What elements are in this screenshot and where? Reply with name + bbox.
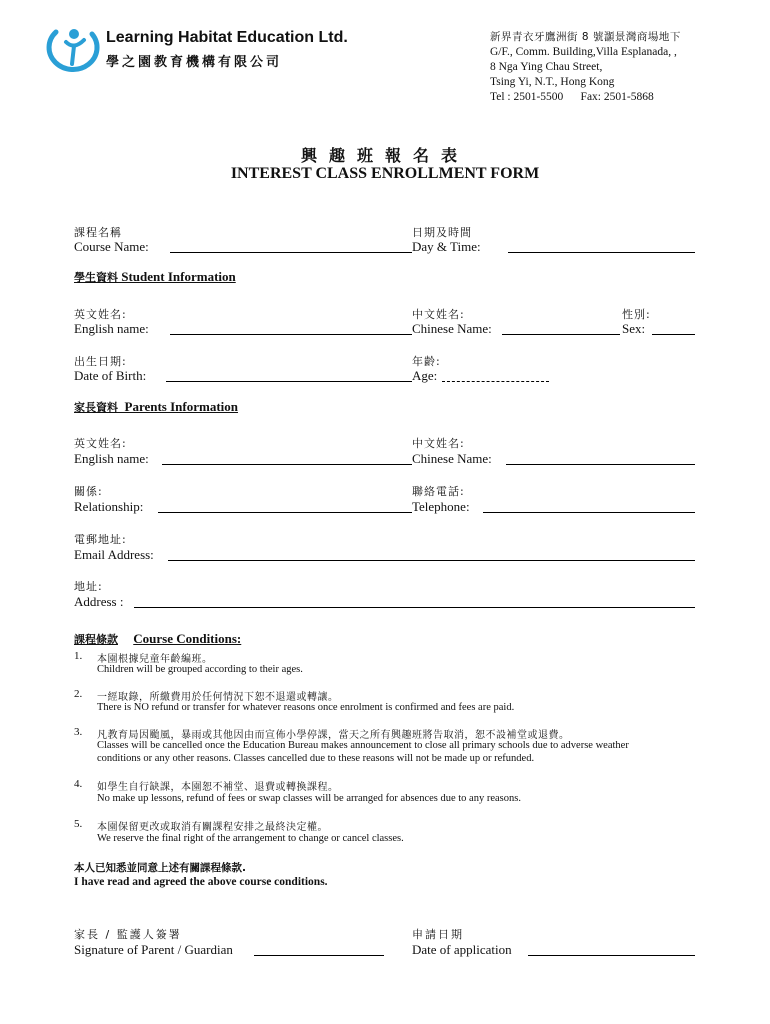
address-label-zh: 地址: [74,580,103,593]
relationship-label: Relationship: [74,499,144,514]
age-label-zh: 年齡: [412,355,441,368]
form-title-english: INTEREST CLASS ENROLLMENT FORM [230,165,540,182]
agreement-text-en: I have read and agreed the above course conditions. [74,876,328,888]
parent-english-name-field[interactable] [162,464,412,465]
telephone-label-zh: 聯絡電話: [412,485,465,498]
condition-text-zh: 本園根據兒童年齡編班。 [97,654,213,665]
sex-field[interactable] [652,334,695,335]
student-heading-zh: 學生資料 [74,271,118,284]
condition-text-en: conditions or any other reasons. Classes cancelled due to these reasons will not be made up or refunded. [97,753,535,764]
condition-text-zh: 凡教育局因颱風，暴雨或其他因由而宣佈小學停課，當天之所有興趣班將告取消，恕不設補堂或退費。 [97,730,570,741]
signature-label-zh: 家長 / 監護人簽署 [74,928,182,941]
address-label: Address : [74,594,124,609]
condition-number: 2. [74,688,83,700]
telephone-label: Telephone: [412,499,470,514]
address-block [490,30,681,105]
condition-text-en: Classes will be cancelled once the Education Bureau makes announcement to close all primary schools due to adverse weather [97,740,629,751]
condition-text-zh: 如學生自行缺課，本園恕不補堂、退費或轉換課程。 [97,782,339,793]
parent-chi-name-label: Chinese Name: [412,451,492,466]
address-field[interactable] [134,607,695,608]
relationship-field[interactable] [158,512,412,513]
address-line: 新界青衣牙鷹洲街 8 號灝景灣商場地下 [490,31,681,43]
signature-label: Signature of Parent / Guardian [74,942,233,957]
application-date-label: Date of application [412,942,512,957]
school-logo-icon [44,24,102,76]
address-line: G/F., Comm. Building,Villa Esplanada, , [490,46,677,58]
condition-number: 3. [74,726,83,738]
parents-heading-en: Parents Information [118,399,239,414]
condition-text-zh: 本園保留更改或取消有關課程安排之最終決定權。 [97,822,328,833]
condition-text-en: We reserve the final right of the arrangement to change or cancel classes. [97,833,404,844]
agreement-text-zh: 本人已知悉並同意上述有關課程條款. [74,862,246,874]
condition-text-en: Children will be grouped according to their ages. [97,664,303,675]
condition-text-en: There is NO refund or transfer for whatever reasons once enrolment is confirmed and fees are paid. [97,702,515,713]
condition-number: 1. [74,650,83,662]
condition-text-zh: 一經取錄，所繳費用於任何情況下恕不退還或轉讓。 [97,692,339,703]
conditions-heading-en: Course Conditions: [133,631,242,646]
form-title-chinese: 興趣班報名表 [300,146,469,165]
dob-label: Date of Birth: [74,368,147,383]
course-name-field[interactable] [170,252,412,253]
parents-heading-zh: 家長資料 [74,401,118,414]
student-eng-name-label: English name: [74,321,149,336]
student-heading-en: Student Information [118,269,236,284]
condition-number: 5. [74,818,83,830]
date-of-birth-field[interactable] [166,381,412,382]
relationship-label-zh: 關係: [74,485,103,498]
conditions-heading [74,631,241,647]
student-english-name-field[interactable] [170,334,412,335]
address-line: 8 Nga Ying Chau Street, [490,61,603,73]
email-field[interactable] [168,560,695,561]
student-chi-name-label-zh: 中文姓名: [412,308,465,321]
student-eng-name-label-zh: 英文姓名: [74,308,127,321]
date-time-label-zh: 日期及時間 [412,226,472,239]
conditions-heading-zh: 課程條款 [74,633,118,646]
logo-chinese: 學之園教育機構有限公司 [106,55,283,70]
telephone-field[interactable] [483,512,695,513]
email-label: Email Address: [74,547,154,562]
logo-english: Learning Habitat Education Ltd. [106,29,348,46]
parent-chi-name-label-zh: 中文姓名: [412,437,465,450]
application-date-label-zh: 申請日期 [412,928,464,941]
condition-number: 4. [74,778,83,790]
date-time-field[interactable] [508,252,695,253]
sex-label: Sex: [622,321,646,336]
student-chi-name-label: Chinese Name: [412,321,492,336]
email-label-zh: 電郵地址: [74,533,127,546]
application-date-field[interactable] [528,955,695,956]
age-field[interactable] [442,381,549,382]
parent-eng-name-label: English name: [74,451,149,466]
dob-label-zh: 出生日期: [74,355,127,368]
student-chinese-name-field[interactable] [502,334,620,335]
age-label: Age: [412,368,438,383]
parents-info-heading [74,399,238,415]
sex-label-zh: 性別: [622,308,651,321]
course-name-label-zh: 課程名稱 [74,226,122,239]
parent-eng-name-label-zh: 英文姓名: [74,437,127,450]
phone-fax-line: Tel : 2501-5500 Fax: 2501-5868 [490,91,654,103]
condition-text-en: No make up lessons, refund of fees or swap classes will be arranged for absences due to any reasons. [97,793,521,804]
student-info-heading [74,269,236,285]
address-line: Tsing Yi, N.T., Hong Kong [490,76,615,88]
signature-field[interactable] [254,955,384,956]
date-time-label: Day & Time: [412,239,481,254]
course-name-label: Course Name: [74,239,149,254]
parent-chinese-name-field[interactable] [506,464,695,465]
